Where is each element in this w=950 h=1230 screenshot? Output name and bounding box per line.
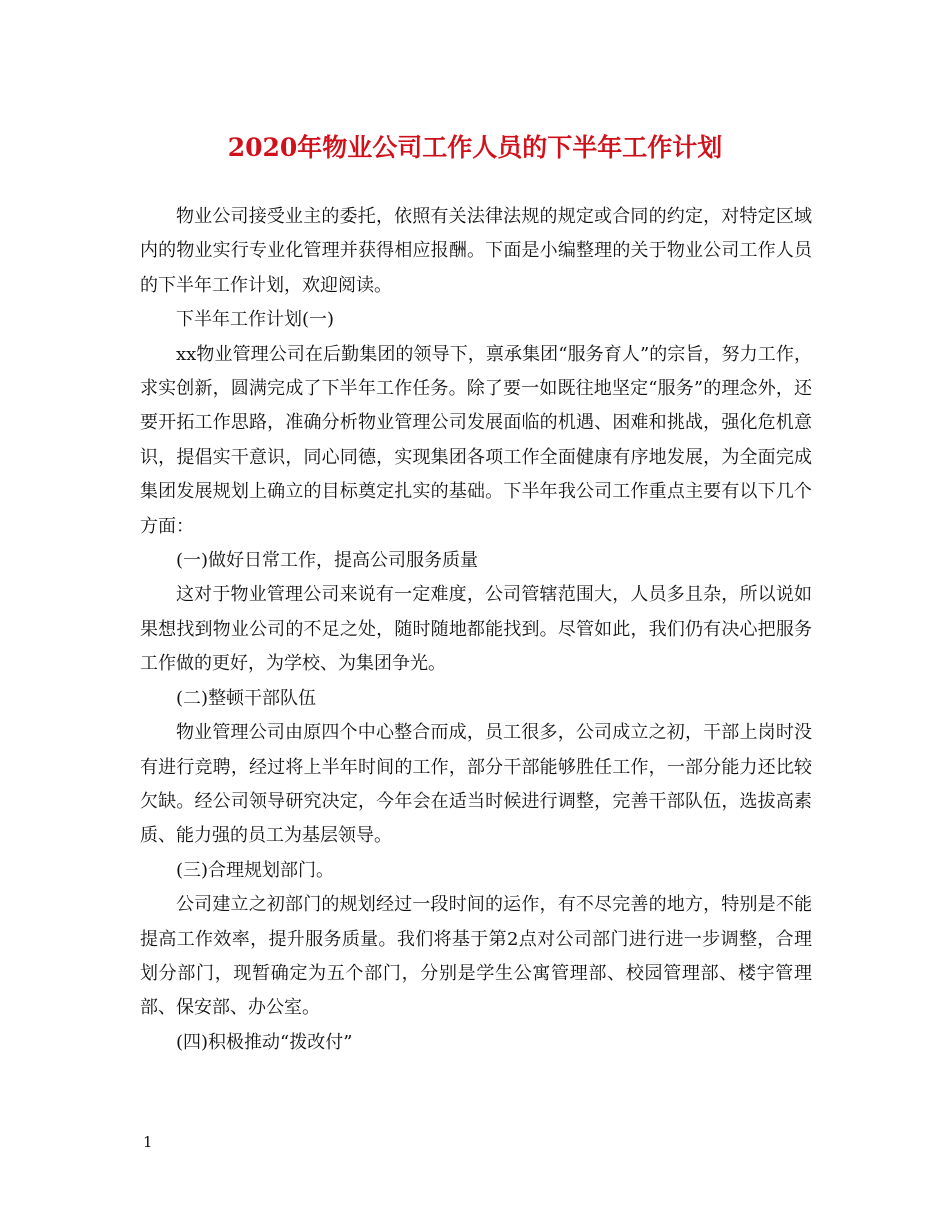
subheading-cadre-team: (二)整顿干部队伍 — [176, 687, 317, 709]
section-heading-plan-one: 下半年工作计划(一) — [176, 309, 335, 331]
overview-paragraph: xx物业管理公司在后勤集团的领导下，禀承集团“服务育人”的宗旨，努力工作，求实创新，圆满完成了下半年工作任务。除了要一如既往地坚定“服务”的理念外，还要开拓工作思路，准确分析物业管理公司发展面临的机遇、困难和挑战，强化危机意识，提倡实干意识，同心同德，实现集团各项工作全面健康有序地发展，为全面完成集团发展规划上确立的目标奠定扎实的基础。下半年我公司工作重点主要有以下几个方面： — [140, 343, 812, 537]
intro-paragraph: 物业公司接受业主的委托，依照有关法律法规的规定或合同的约定，对特定区域内的物业实行专业化管理并获得相应报酬。下面是小编整理的关于物业公司工作人员的下半年工作计划，欢迎阅读。 — [140, 206, 812, 296]
cadre-team-paragraph: 物业管理公司由原四个中心整合而成，员工很多，公司成立之初，干部上岗时没有进行竞聘，经过将上半年时间的工作，部分干部能够胜任工作，一部分能力还比较欠缺。经公司领导研究决定，今年会在适当时候进行调整，完善干部队伍，选拔高素质、能力强的员工为基层领导。 — [140, 722, 812, 847]
document-title: 2020年物业公司工作人员的下半年工作计划 — [227, 133, 723, 162]
subheading-department-planning: (三)合理规划部门。 — [176, 859, 335, 881]
subheading-promotion: (四)积极推动“拨改付” — [176, 1031, 353, 1053]
page-number: 1 — [143, 1133, 153, 1151]
department-planning-paragraph: 公司建立之初部门的规划经过一段时间的运作，有不尽完善的地方，特别是不能提高工作效率，提升服务质量。我们将基于第2点对公司部门进行进一步调整，合理划分部门，现暂确定为五个部门，分别是学生公寓管理部、校园管理部、楼宇管理部、保安部、办公室。 — [140, 894, 812, 1019]
daily-work-paragraph: 这对于物业管理公司来说有一定难度，公司管辖范围大，人员多且杂，所以说如果想找到物业公司的不足之处，随时随地都能找到。尽管如此，我们仍有决心把服务工作做的更好，为学校、为集团争光。 — [140, 584, 812, 675]
subheading-daily-work: (一)做好日常工作，提高公司服务质量 — [176, 550, 479, 572]
document-body — [140, 200, 812, 1060]
